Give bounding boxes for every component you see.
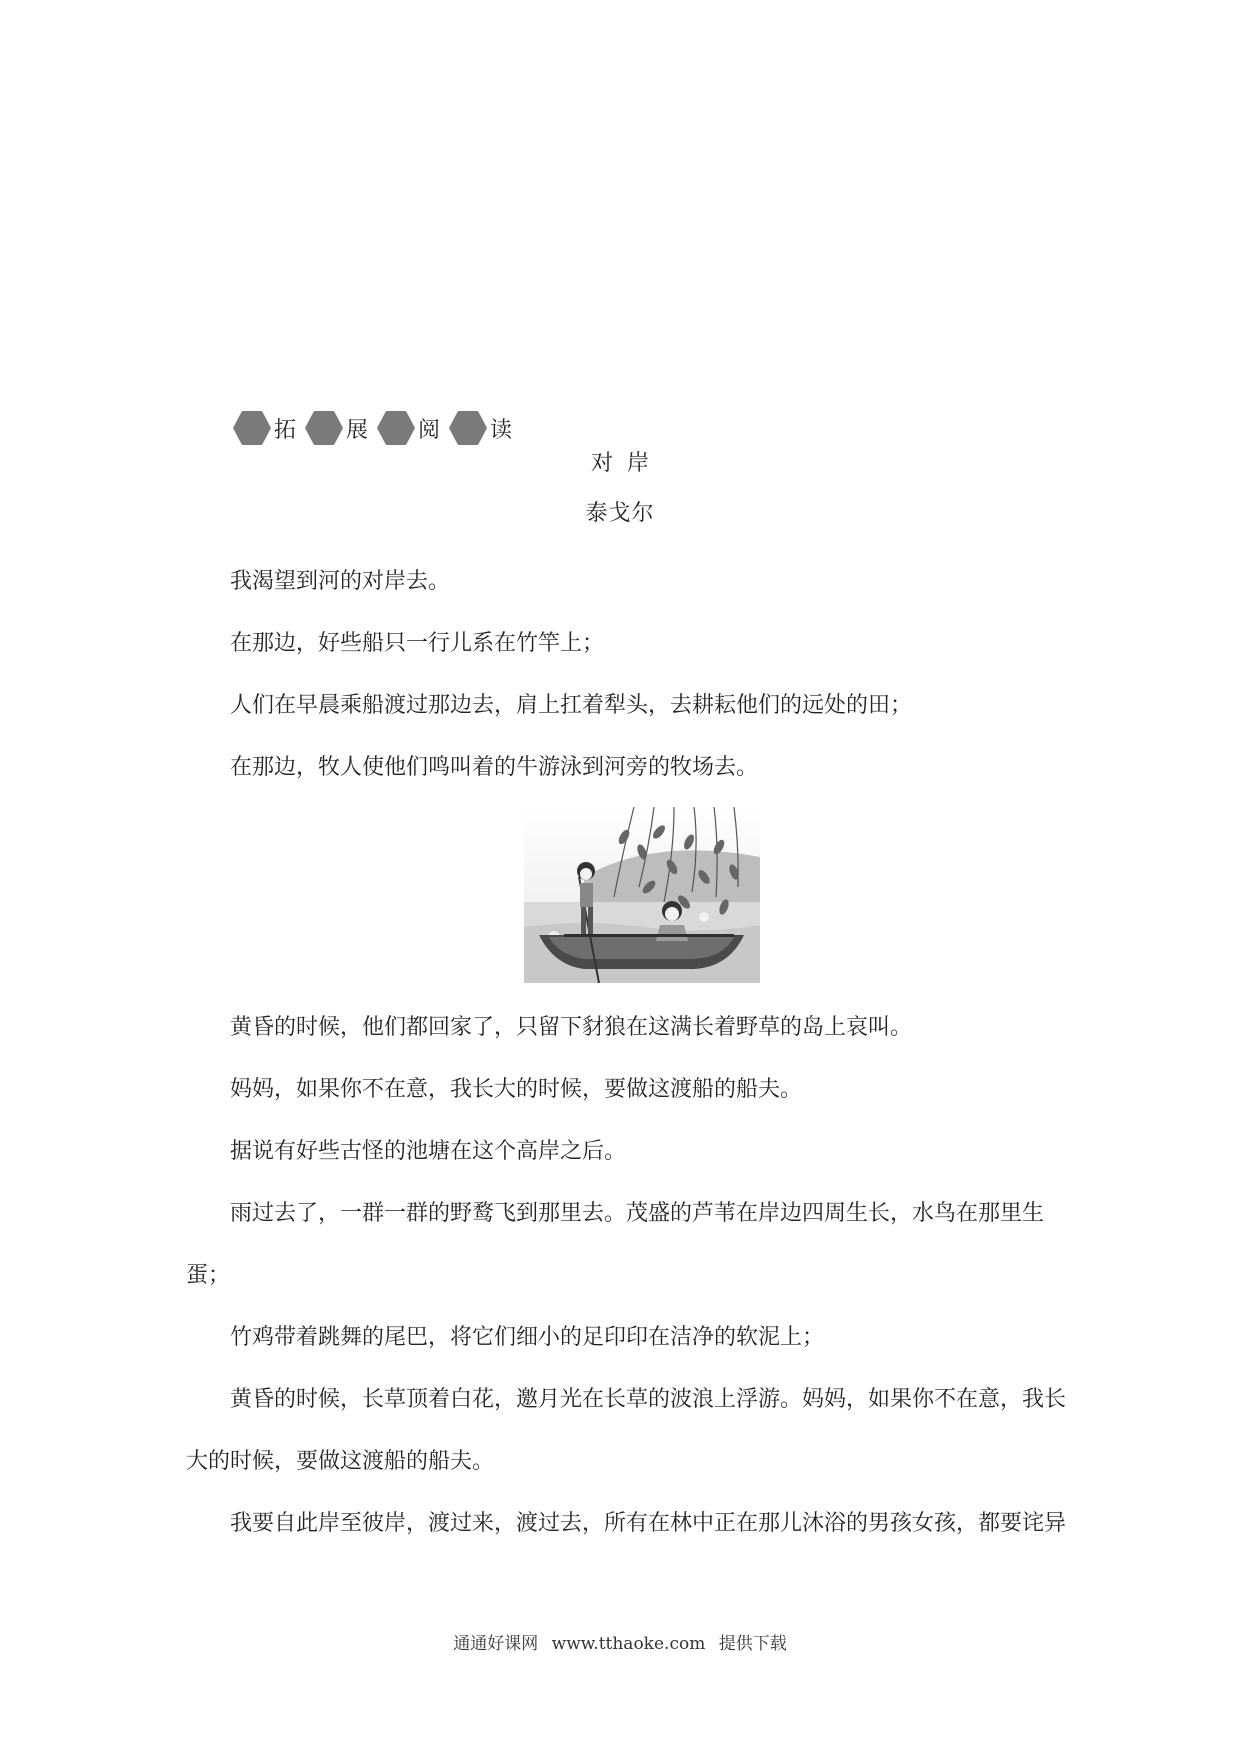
header-char: 读 [490, 418, 513, 443]
paragraph: 雨过去了，一群一群的野鹜飞到那里去。茂盛的芦苇在岸边四周生长，水鸟在那里生蛋； [186, 1201, 1045, 1288]
hexagon-icon [376, 410, 416, 446]
header-item-4 [448, 410, 512, 446]
paragraph: 人们在早晨乘船渡过那边去，肩上扛着犁头，去耕耘他们的远处的田； [230, 693, 913, 718]
hexagon-icon [448, 410, 488, 446]
paragraph: 我要自此岸至彼岸，渡过来，渡过去，所有在林中正在那儿沐浴的男孩女孩，都要诧异 [230, 1511, 1067, 1536]
header-item-2 [304, 410, 368, 446]
paragraph: 黄昏的时候，长草顶着白花，邀月光在长草的波浪上浮游。妈妈，如果你不在意，我长大的时候，要做这渡船的船夫。 [186, 1387, 1067, 1474]
paragraph: 我渴望到河的对岸去。 [230, 569, 451, 594]
header-item-3 [376, 410, 440, 446]
article-author: 泰戈尔 [585, 501, 655, 526]
section-header [232, 390, 520, 446]
header-char: 拓 [274, 418, 297, 443]
hexagon-icon [304, 410, 344, 446]
hexagon-icon [232, 410, 272, 446]
header-char: 阅 [418, 418, 441, 443]
paragraph: 竹鸡带着跳舞的尾巴，将它们细小的足印印在洁净的软泥上； [230, 1325, 825, 1350]
article-title: 对岸 [590, 451, 663, 476]
header-item-1 [232, 410, 296, 446]
footer-text: 通通好课网 www.tthaoke.com 提供下载 [453, 1634, 787, 1654]
header-char: 展 [346, 418, 369, 443]
paragraph: 据说有好些古怪的池塘在这个高岸之后。 [230, 1139, 627, 1164]
paragraph: 在那边，好些船只一行儿系在竹竿上； [230, 631, 605, 656]
paragraph: 黄昏的时候，他们都回家了，只留下豺狼在这满长着野草的岛上哀叫。 [230, 1015, 913, 1040]
boat-illustration [524, 807, 760, 983]
paragraph: 妈妈，如果你不在意，我长大的时候，要做这渡船的船夫。 [230, 1077, 803, 1102]
paragraph: 在那边，牧人使他们鸣叫着的牛游泳到河旁的牧场去。 [230, 755, 759, 780]
